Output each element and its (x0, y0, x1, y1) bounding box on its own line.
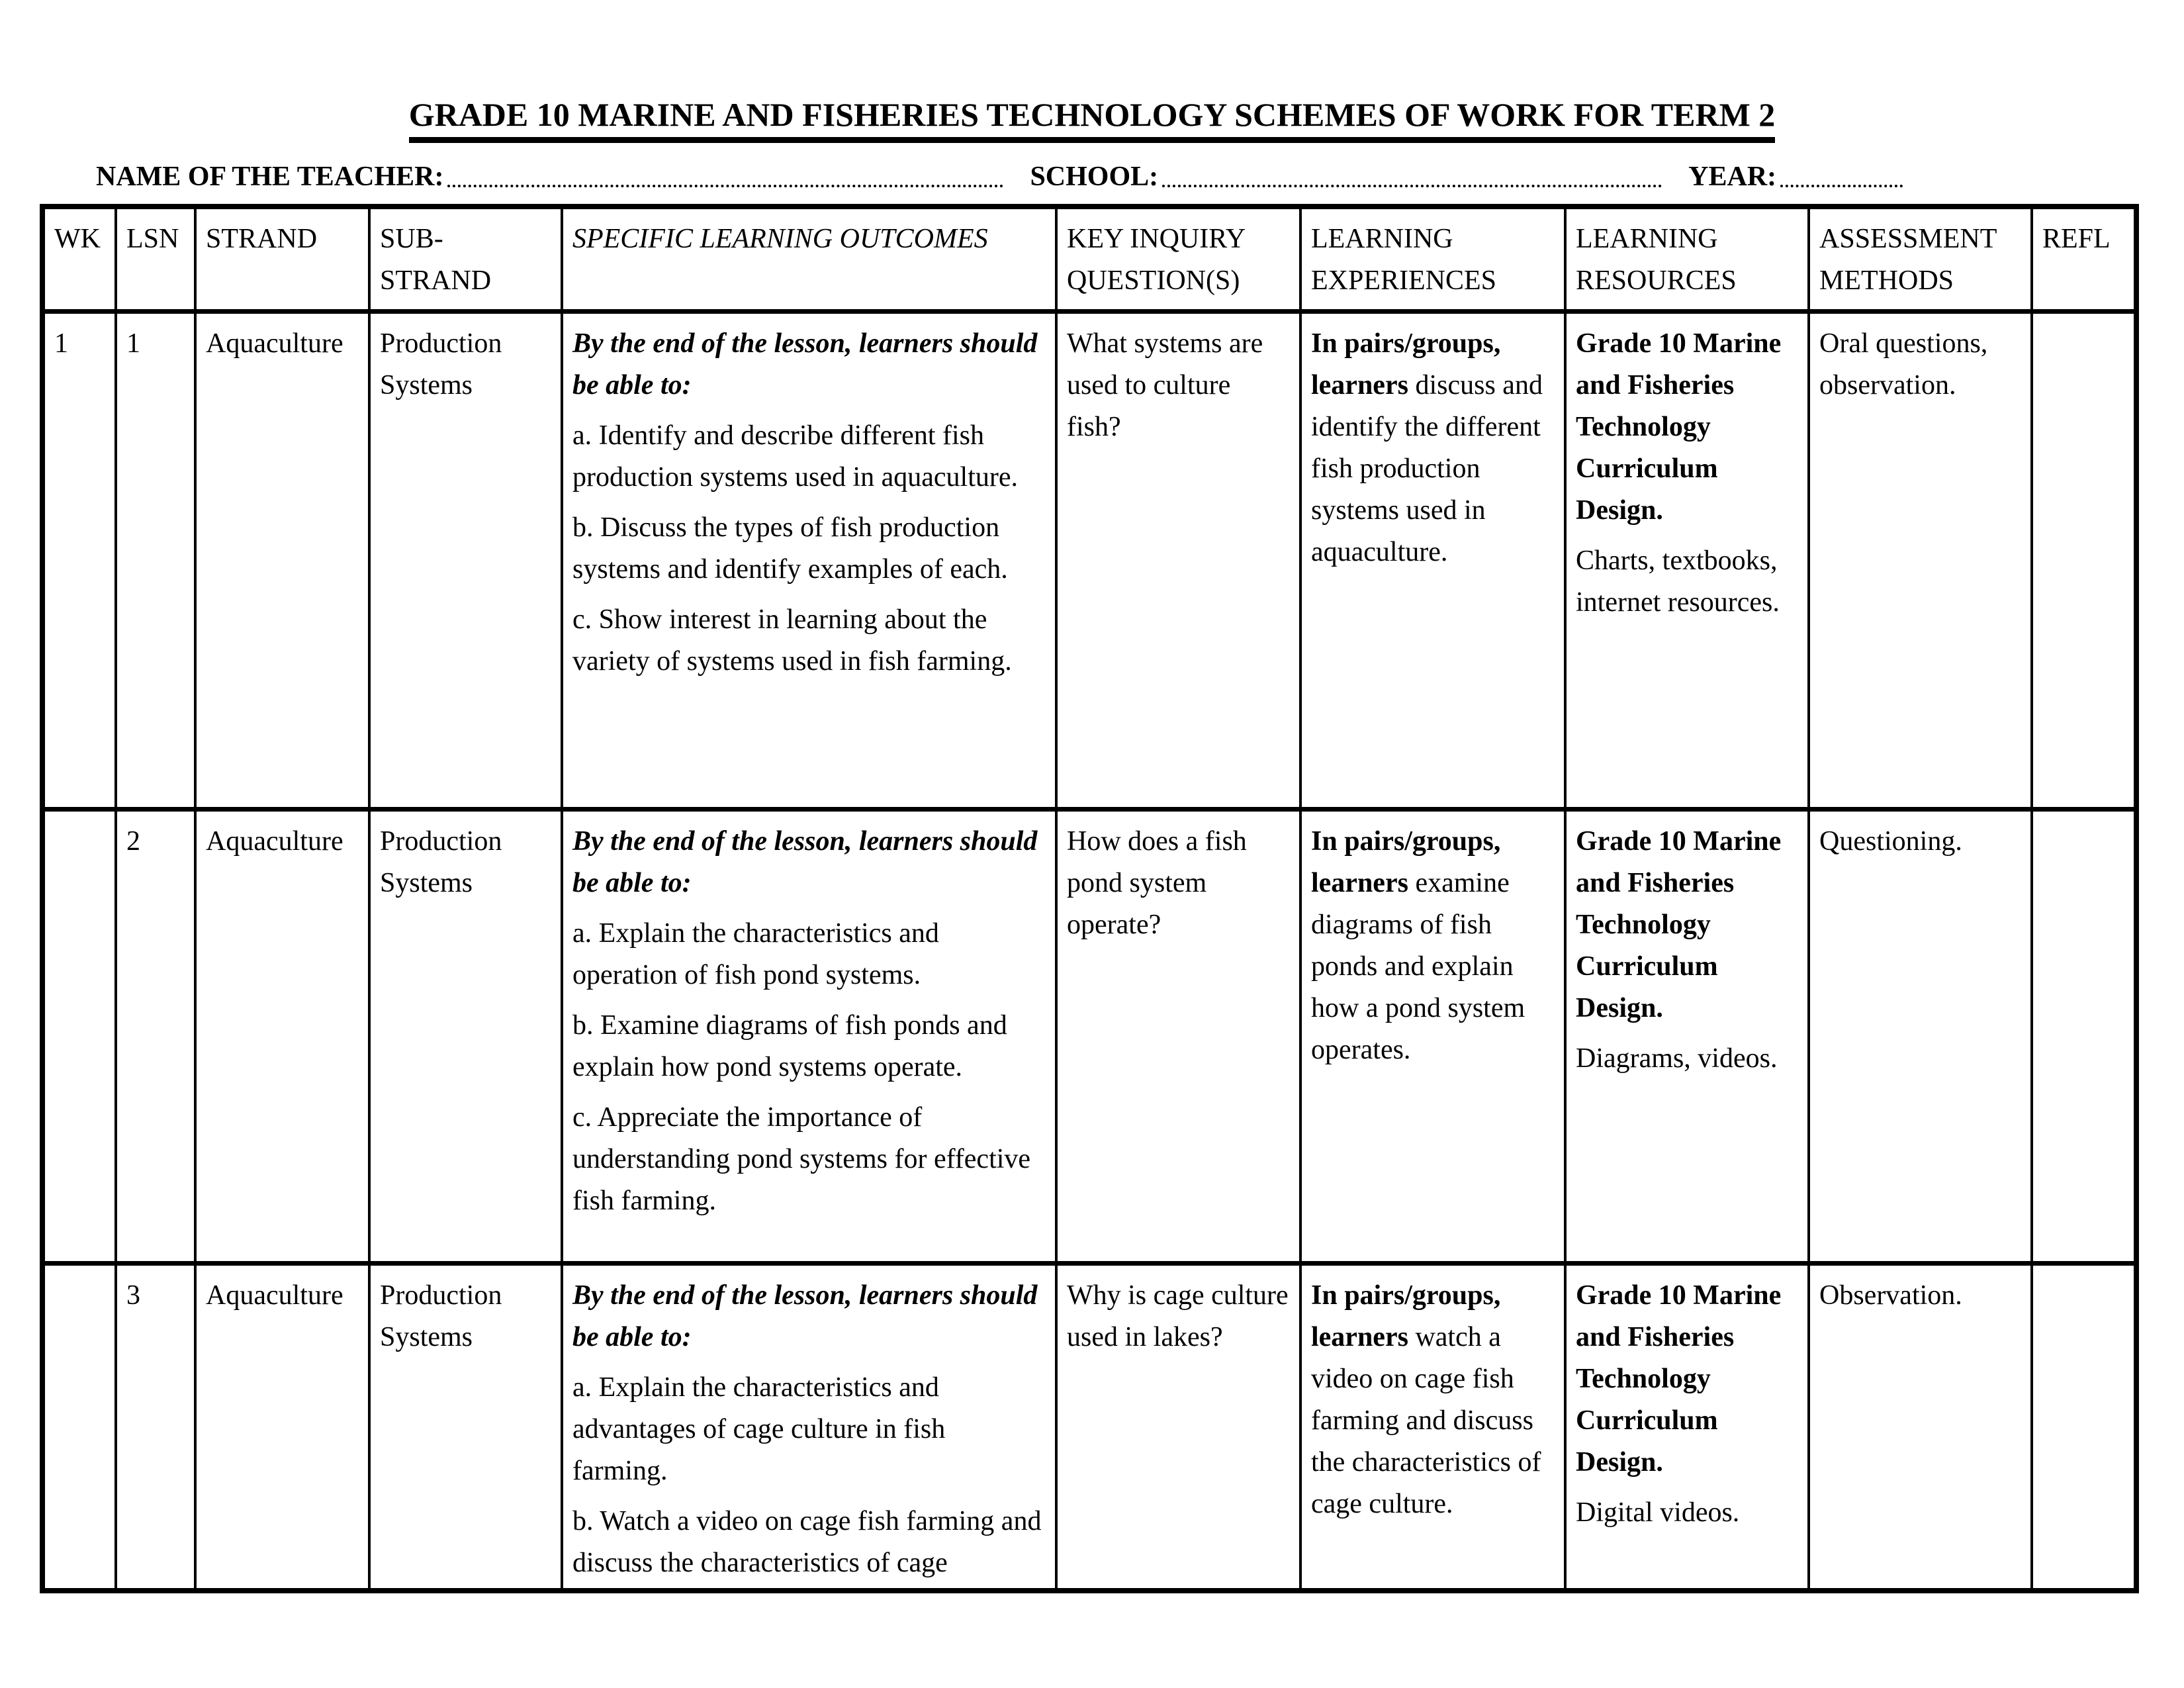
cell-sub-strand: Production Systems (369, 1263, 562, 1591)
col-header-refl: REFL (2032, 207, 2136, 311)
outcome-item: b. Watch a video on cage fish farming and discuss the characteristics of cage (572, 1505, 1042, 1578)
cell-assessment: Questioning. (1809, 809, 2032, 1263)
cell-experiences (1300, 809, 1565, 1263)
col-header-assessment: ASSESSMENT METHODS (1809, 207, 2032, 311)
outcome-item: a. Identify and describe different fish production systems used in aquaculture. (572, 420, 1019, 492)
cell-outcomes (562, 809, 1056, 1263)
col-header-lsn: LSN (116, 207, 195, 311)
cell-experiences (1300, 311, 1565, 809)
resources-title: Grade 10 Marine and Fisheries Technology Curriculum Design. (1576, 1280, 1782, 1477)
col-header-resources: LEARNING RESOURCES (1565, 207, 1809, 311)
table-row (42, 1263, 2136, 1591)
title-row (0, 0, 2184, 143)
outcome-item: b. Examine diagrams of fish ponds and explain how pond systems operate. (572, 1009, 1007, 1082)
cell-key-inquiry: How does a fish pond system operate? (1056, 809, 1300, 1263)
outcome-item: b. Discuss the types of fish production systems and identify examples of each. (572, 512, 1008, 585)
resources-items: Diagrams, videos. (1576, 1043, 1778, 1074)
page-title: GRADE 10 MARINE AND FISHERIES TECHNOLOGY SCHEMES OF WORK FOR TERM 2 (409, 97, 1776, 143)
outcome-item: c. Appreciate the importance of understanding pond systems for effective fish farming. (572, 1102, 1031, 1216)
experiences-body: watch a video on cage fish farming and discuss the characteristics of cage culture. (1311, 1321, 1541, 1519)
cell-strand: Aquaculture (195, 809, 369, 1263)
cell-sub-strand: Production Systems (369, 311, 562, 809)
experiences-lead: In pairs/groups, learners (1311, 328, 1501, 400)
cell-strand: Aquaculture (195, 1263, 369, 1591)
cell-experiences (1300, 1263, 1565, 1591)
col-header-sub-strand: SUB-STRAND (369, 207, 562, 311)
col-header-key-inquiry: KEY INQUIRY QUESTION(S) (1056, 207, 1300, 311)
cell-assessment: Oral questions, observation. (1809, 311, 2032, 809)
cell-outcomes (562, 311, 1056, 809)
year-label: YEAR: (1688, 162, 1777, 192)
school-name-blank (1162, 185, 1662, 187)
school-label: SCHOOL: (1030, 162, 1159, 192)
outcome-item: a. Explain the characteristics and advantages of cage culture in fish farming. (572, 1372, 946, 1486)
cell-wk: 1 (42, 311, 116, 809)
cell-lsn: 3 (116, 1263, 195, 1591)
resources-title: Grade 10 Marine and Fisheries Technology Curriculum Design. (1576, 825, 1782, 1023)
experiences-lead: In pairs/groups, learners (1311, 825, 1501, 898)
cell-refl (2032, 1263, 2136, 1591)
experiences-body: discuss and identify the different fish production systems used in aquaculture. (1311, 369, 1543, 567)
cell-wk (42, 809, 116, 1263)
outcomes-intro: By the end of the lesson, learners should be able to: (572, 328, 1038, 400)
cell-assessment: Observation. (1809, 1263, 2032, 1591)
cell-lsn: 1 (116, 311, 195, 809)
table-row (42, 311, 2136, 809)
cell-resources (1565, 809, 1809, 1263)
outcomes-intro: By the end of the lesson, learners should be able to: (572, 1280, 1038, 1352)
table-header-row (42, 207, 2136, 311)
resources-title: Grade 10 Marine and Fisheries Technology Curriculum Design. (1576, 328, 1782, 526)
outcome-item: c. Show interest in learning about the variety of systems used in fish farming. (572, 604, 1012, 677)
resources-items: Charts, textbooks, internet resources. (1576, 545, 1780, 618)
year-blank (1780, 185, 1903, 187)
col-header-outcomes: SPECIFIC LEARNING OUTCOMES (562, 207, 1056, 311)
cell-strand: Aquaculture (195, 311, 369, 809)
cell-key-inquiry: What systems are used to culture fish? (1056, 311, 1300, 809)
col-header-strand: STRAND (195, 207, 369, 311)
resources-items: Digital videos. (1576, 1497, 1740, 1528)
outcomes-intro: By the end of the lesson, learners should be able to: (572, 825, 1038, 898)
experiences-body: examine diagrams of fish ponds and explain how a pond system operates. (1311, 867, 1525, 1065)
teacher-name-blank (447, 185, 1003, 187)
col-header-wk: WK (42, 207, 116, 311)
cell-wk (42, 1263, 116, 1591)
header-fields (96, 160, 2144, 193)
cell-sub-strand: Production Systems (369, 809, 562, 1263)
experiences-lead: In pairs/groups, learners (1311, 1280, 1501, 1352)
cell-resources (1565, 311, 1809, 809)
col-header-experiences: LEARNING EXPERIENCES (1300, 207, 1565, 311)
schemes-of-work-table (40, 204, 2139, 1593)
cell-lsn: 2 (116, 809, 195, 1263)
cell-refl (2032, 809, 2136, 1263)
cell-resources (1565, 1263, 1809, 1591)
teacher-label: NAME OF THE TEACHER: (96, 162, 444, 192)
table-row (42, 809, 2136, 1263)
outcome-item: a. Explain the characteristics and operation of fish pond systems. (572, 917, 939, 990)
cell-outcomes (562, 1263, 1056, 1591)
cell-refl (2032, 311, 2136, 809)
cell-key-inquiry: Why is cage culture used in lakes? (1056, 1263, 1300, 1591)
